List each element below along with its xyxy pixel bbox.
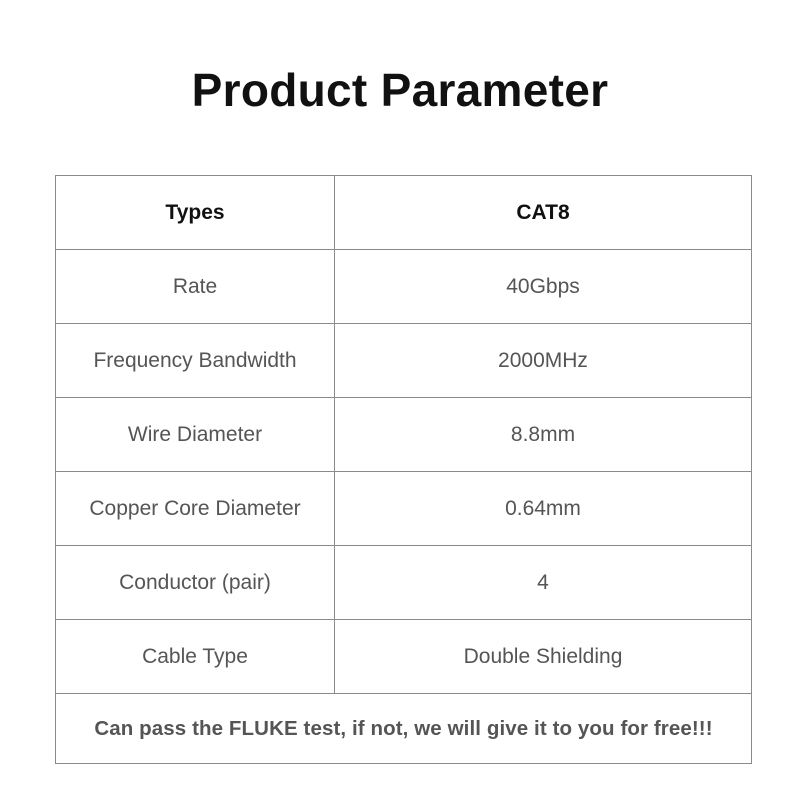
conductor-pair-label: Conductor (pair)	[56, 546, 335, 620]
wire-diameter-value: 8.8mm	[335, 398, 752, 472]
wire-diameter-label: Wire Diameter	[56, 398, 335, 472]
table-row-conductor-pair	[56, 546, 752, 620]
page-title: Product Parameter	[191, 64, 609, 116]
conductor-pair-value: 4	[335, 546, 752, 620]
rate-value: 40Gbps	[335, 250, 752, 324]
types-header-label: Types	[56, 176, 335, 250]
types-header-value: CAT8	[335, 176, 752, 250]
table-footer-row	[56, 694, 752, 764]
frequency-bandwidth-value: 2000MHz	[335, 324, 752, 398]
table-row-frequency-bandwidth	[56, 324, 752, 398]
table-header-row	[56, 176, 752, 250]
table-row-rate	[56, 250, 752, 324]
copper-core-diameter-value: 0.64mm	[335, 472, 752, 546]
product-parameter-table	[55, 175, 752, 764]
cable-type-label: Cable Type	[56, 620, 335, 694]
table-row-cable-type	[56, 620, 752, 694]
rate-label: Rate	[56, 250, 335, 324]
table-row-copper-core-diameter	[56, 472, 752, 546]
fluke-guarantee-note: Can pass the FLUKE test, if not, we will give it to you for free!!!	[56, 694, 752, 764]
table-row-wire-diameter	[56, 398, 752, 472]
frequency-bandwidth-label: Frequency Bandwidth	[56, 324, 335, 398]
copper-core-diameter-label: Copper Core Diameter	[56, 472, 335, 546]
cable-type-value: Double Shielding	[335, 620, 752, 694]
